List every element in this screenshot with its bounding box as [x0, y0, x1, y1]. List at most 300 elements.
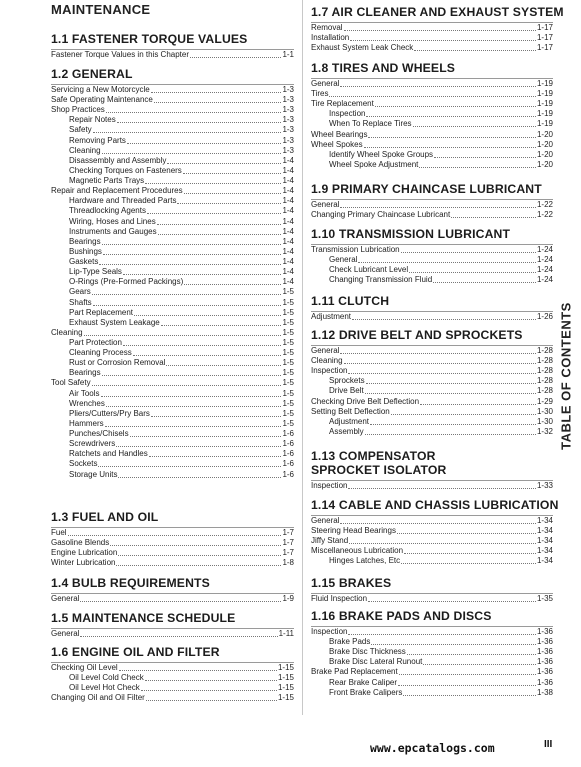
toc-entry-title: Fluid Inspection [311, 594, 368, 603]
toc-entry-page: 1-4 [282, 277, 294, 287]
toc-entry[interactable] [51, 594, 294, 604]
toc-entry-page: 1-4 [282, 267, 294, 277]
dot-leader [80, 636, 277, 637]
toc-entry[interactable] [311, 43, 553, 53]
toc-entry-page: 1-20 [536, 129, 553, 139]
toc-entry-title: Lip-Type Seals [69, 267, 122, 277]
dot-leader [348, 634, 536, 635]
toc-entry-page: 1-7 [282, 548, 294, 558]
dot-leader [348, 373, 536, 374]
dot-leader [366, 383, 536, 384]
toc-entry-page: 1-5 [282, 297, 294, 307]
toc-entry[interactable] [311, 594, 553, 604]
dot-leader [409, 272, 536, 273]
side-tab [558, 296, 574, 456]
toc-entry-page: 1-7 [282, 528, 294, 537]
toc-entry[interactable] [51, 629, 294, 639]
dot-leader [364, 147, 536, 148]
toc-entry-page: 1-3 [282, 115, 294, 125]
toc-entry[interactable] [51, 308, 294, 318]
section-heading: 1.10 TRANSMISSION LUBRICANT [311, 227, 511, 241]
toc-entry-title: Setting Belt Deflection [311, 406, 390, 416]
toc-entry-title: Changing Transmission Fluid [329, 275, 433, 285]
toc-entry-page: 1-33 [536, 481, 553, 490]
footer-url[interactable]: www.epcatalogs.com [370, 741, 495, 755]
dot-leader [397, 533, 536, 534]
toc-entry-page: 1-6 [282, 469, 294, 479]
toc-entry[interactable] [51, 298, 294, 308]
toc-entry-title: Winter Lubrication [51, 558, 116, 568]
toc-entry-page: 1-5 [282, 287, 294, 297]
toc-entry-page: 1-3 [282, 145, 294, 155]
toc-entry[interactable] [51, 358, 294, 368]
toc-entry-title: Servicing a New Motorcycle [51, 85, 150, 94]
dot-leader [401, 563, 536, 564]
toc-entry-title: Sprockets [329, 376, 365, 386]
toc-entry[interactable] [51, 419, 294, 429]
toc-entry[interactable] [51, 105, 294, 115]
toc-entry-title: Fuel [51, 528, 67, 537]
toc-entry[interactable] [311, 140, 553, 150]
toc-entry-title: Front Brake Calipers [329, 687, 403, 697]
toc-entry[interactable] [51, 156, 294, 166]
toc-entry-title: Oil Level Cold Check [69, 673, 144, 683]
toc-entry-page: 1-4 [282, 206, 294, 216]
toc-entry[interactable] [311, 678, 553, 688]
toc-entry[interactable] [51, 136, 294, 146]
dot-leader [130, 436, 282, 437]
toc-entry[interactable] [51, 389, 294, 399]
toc-entry-page: 1-5 [282, 368, 294, 378]
toc-entry-title: Brake Disc Thickness [329, 647, 406, 657]
toc-entry[interactable] [51, 449, 294, 459]
toc-entry-page: 1-6 [282, 459, 294, 469]
toc-entry[interactable] [311, 245, 553, 255]
toc-entry-title: General [311, 200, 340, 209]
toc-entry-title: General [329, 255, 358, 265]
toc-entry-page: 1-36 [536, 627, 553, 636]
dot-leader [413, 126, 536, 127]
toc-entry-page: 1-36 [536, 677, 553, 687]
toc-entry-page: 1-17 [536, 23, 553, 32]
dot-leader [92, 385, 282, 386]
toc-entry[interactable] [51, 85, 294, 95]
toc-entry[interactable] [51, 217, 294, 227]
toc-entry-title: Shop Practices [51, 105, 105, 115]
toc-entry-page: 1-30 [536, 406, 553, 416]
toc-entry[interactable] [51, 338, 294, 348]
toc-entry[interactable] [311, 376, 553, 386]
toc-entry[interactable] [311, 200, 553, 210]
toc-entry-page: 1-17 [536, 33, 553, 43]
toc-entry[interactable] [311, 627, 553, 637]
toc-entry-title: Ratchets and Handles [69, 449, 148, 459]
toc-entry-page: 1-6 [282, 439, 294, 449]
toc-entry[interactable] [311, 397, 553, 407]
section-heading: 1.3 FUEL AND OIL [51, 510, 159, 524]
toc-entry-title: Cleaning [69, 145, 101, 155]
dot-leader [358, 262, 536, 263]
toc-entry[interactable] [51, 399, 294, 409]
toc-entry-title: Repair and Replacement Procedures [51, 186, 183, 196]
toc-entry-page: 1-34 [536, 536, 553, 546]
toc-entry[interactable] [51, 166, 294, 176]
dot-leader [371, 644, 536, 645]
toc-entry-title: Jiffy Stand [311, 536, 349, 546]
toc-entry-page: 1-5 [282, 378, 294, 388]
dot-leader [184, 284, 281, 285]
toc-entry[interactable] [51, 247, 294, 257]
toc-entry-title: Bearings [69, 236, 101, 246]
toc-entry[interactable] [311, 481, 553, 491]
toc-entry-page: 1-34 [536, 516, 553, 525]
toc-entry-title: Gaskets [69, 257, 99, 267]
toc-entry[interactable] [311, 526, 553, 536]
toc-entry-title: Threadlocking Agents [69, 206, 146, 216]
toc-entry-page: 1-15 [277, 673, 294, 683]
toc-entry-title: Hammers [69, 418, 104, 428]
toc-entry[interactable] [51, 558, 294, 568]
toc-entry-title: Safe Operating Maintenance [51, 95, 153, 105]
toc-entry-page: 1-4 [282, 236, 294, 246]
toc-entry[interactable] [311, 79, 553, 89]
toc-entry[interactable] [51, 237, 294, 247]
toc-entry-page: 1-36 [536, 657, 553, 667]
dot-leader [340, 523, 536, 524]
toc-entry-page: 1-24 [536, 255, 553, 265]
toc-entry[interactable] [51, 186, 294, 196]
toc-entry-title: Adjustment [329, 416, 370, 426]
toc-entry-title: Brake Disc Lateral Runout [329, 657, 423, 667]
toc-entry-page: 1-30 [536, 416, 553, 426]
section-heading: 1.5 MAINTENANCE SCHEDULE [51, 611, 236, 625]
toc-entry[interactable] [311, 265, 553, 275]
toc-entry[interactable] [51, 267, 294, 277]
toc-entry[interactable] [311, 89, 553, 99]
toc-entry-page: 1-22 [536, 210, 553, 220]
toc-entry-page: 1-17 [536, 43, 553, 53]
dot-leader [151, 416, 282, 417]
toc-entry-title: Inspection [311, 481, 348, 490]
toc-entry[interactable] [51, 368, 294, 378]
toc-entry-title: Gears [69, 287, 91, 297]
toc-entry[interactable] [51, 115, 294, 125]
toc-entry-page: 1-5 [282, 307, 294, 317]
toc-entry-title: General [51, 629, 80, 638]
toc-entry-title: Cleaning Process [69, 348, 132, 358]
toc-entry[interactable] [51, 459, 294, 469]
toc-entry-title: Assembly [329, 426, 364, 436]
dot-leader [375, 106, 536, 107]
toc-entry-page: 1-24 [536, 275, 553, 285]
toc-entry[interactable] [311, 346, 553, 356]
toc-entry[interactable] [311, 312, 553, 322]
toc-entry-page: 1-36 [536, 647, 553, 657]
toc-entry-title: Oil Level Hot Check [69, 683, 140, 693]
dot-leader [105, 426, 282, 427]
toc-entry-page: 1-3 [282, 125, 294, 135]
dot-leader [419, 167, 536, 168]
toc-entry-page: 1-22 [536, 200, 553, 209]
toc-entry-title: Part Protection [69, 338, 122, 347]
toc-entry-title: Bushings [69, 246, 102, 256]
toc-entry-title: Check Lubricant Level [329, 265, 409, 275]
toc-entry-title: Adjustment [311, 312, 352, 321]
dot-leader [149, 456, 282, 457]
toc-entry-title: Checking Torques on Fasteners [69, 165, 182, 175]
toc-entry[interactable] [51, 693, 294, 703]
toc-entry[interactable] [311, 407, 553, 417]
toc-entry[interactable] [51, 328, 294, 338]
toc-entry-title: O-Rings (Pre-Formed Packings) [69, 277, 184, 287]
dot-leader [368, 137, 536, 138]
toc-entry-page: 1-4 [282, 165, 294, 175]
page-title: MAINTENANCE [51, 2, 151, 17]
dot-leader [190, 57, 281, 58]
toc-entry-page: 1-34 [536, 526, 553, 536]
section-heading: 1.7 AIR CLEANER AND EXHAUST SYSTEM [311, 5, 564, 19]
toc-entry-title: Hardware and Threaded Parts [69, 196, 177, 206]
dot-leader [177, 203, 281, 204]
toc-entry-page: 1-28 [536, 366, 553, 376]
section-heading: 1.13 COMPENSATOR SPROCKET ISOLATOR [311, 449, 447, 477]
toc-entry[interactable] [51, 548, 294, 558]
toc-entry-title: Steering Head Bearings [311, 526, 396, 536]
toc-entry-page: 1-4 [282, 216, 294, 226]
toc-entry-page: 1-5 [282, 388, 294, 398]
toc-entry-title: Checking Oil Level [51, 663, 118, 672]
toc-entry-page: 1-5 [282, 358, 294, 368]
toc-entry-title: Storage Units [69, 469, 118, 479]
toc-entry[interactable] [51, 470, 294, 480]
toc-entry-title: Rear Brake Caliper [329, 677, 398, 687]
dot-leader [184, 193, 282, 194]
toc-entry-title: Miscellaneous Lubrication [311, 546, 404, 556]
dot-leader [118, 477, 281, 478]
toc-entry[interactable] [51, 125, 294, 135]
toc-entry[interactable] [51, 206, 294, 216]
toc-entry-page: 1-5 [282, 398, 294, 408]
toc-entry[interactable] [311, 657, 553, 667]
toc-entry-page: 1-28 [536, 386, 553, 396]
dot-leader [349, 543, 536, 544]
dot-leader [116, 446, 281, 447]
toc-entry-page: 1-38 [536, 687, 553, 697]
toc-entry-page: 1-5 [282, 408, 294, 418]
toc-entry-title: Rust or Corrosion Removal [69, 358, 166, 368]
toc-entry-page: 1-5 [282, 418, 294, 428]
dot-leader [340, 86, 536, 87]
toc-entry[interactable] [51, 538, 294, 548]
section-heading: 1.6 ENGINE OIL AND FILTER [51, 645, 220, 659]
toc-entry[interactable] [311, 109, 553, 119]
toc-entry-page: 1-15 [277, 693, 294, 703]
toc-entry-title: Tire Replacement [311, 99, 374, 109]
dot-leader [423, 664, 536, 665]
toc-entry[interactable] [51, 146, 294, 156]
toc-entry-title: Changing Primary Chaincase Lubricant [311, 210, 451, 220]
dot-leader [123, 345, 282, 346]
dot-leader [433, 282, 536, 283]
toc-entry[interactable] [51, 95, 294, 105]
dot-leader [116, 565, 281, 566]
toc-entry[interactable] [311, 275, 553, 285]
toc-entry[interactable] [311, 130, 553, 140]
dot-leader [154, 102, 282, 103]
dot-leader [167, 163, 281, 164]
toc-entry-page: 1-3 [282, 135, 294, 145]
toc-entry[interactable] [311, 417, 553, 427]
dot-leader [401, 252, 536, 253]
toc-entry[interactable] [311, 688, 553, 698]
toc-entry-page: 1-28 [536, 346, 553, 355]
toc-entry-title: Wrenches [69, 398, 105, 408]
section-heading: 1.2 GENERAL [51, 67, 133, 81]
toc-entry-title: Inspection [329, 109, 366, 119]
toc-entry-page: 1-15 [277, 683, 294, 693]
column-divider [302, 0, 303, 715]
toc-entry[interactable] [51, 277, 294, 287]
dot-leader [403, 695, 536, 696]
toc-entry[interactable] [311, 119, 553, 129]
dot-leader [350, 40, 536, 41]
dot-leader [183, 173, 282, 174]
toc-entry-title: Cleaning [311, 356, 343, 366]
toc-entry-title: Wheel Spoke Adjustment [329, 159, 419, 169]
toc-entry[interactable] [51, 683, 294, 693]
toc-entry-page: 1-1 [282, 50, 294, 59]
toc-entry[interactable] [311, 647, 553, 657]
dot-leader [127, 143, 282, 144]
toc-entry-page: 1-19 [536, 89, 553, 99]
toc-entry-page: 1-9 [282, 594, 294, 603]
toc-entry-page: 1-34 [536, 546, 553, 556]
toc-entry-title: Shafts [69, 297, 92, 307]
section-heading: 1.4 BULB REQUIREMENTS [51, 576, 210, 590]
toc-entry-page: 1-20 [536, 159, 553, 169]
toc-entry-title: Brake Pad Replacement [311, 667, 398, 677]
section-heading: 1.8 TIRES AND WHEELS [311, 61, 456, 75]
toc-entry-title: Removal [311, 23, 343, 32]
toc-entry-title: Bearings [69, 368, 101, 378]
dot-leader [123, 274, 282, 275]
toc-entry-page: 1-4 [282, 226, 294, 236]
dot-leader [414, 50, 536, 51]
toc-entry[interactable] [311, 366, 553, 376]
dot-leader [93, 132, 282, 133]
toc-entry-page: 1-15 [277, 663, 294, 672]
toc-entry[interactable] [311, 516, 553, 526]
dot-leader [161, 325, 282, 326]
toc-entry-title: Pliers/Cutters/Pry Bars [69, 408, 150, 418]
dot-leader [399, 674, 536, 675]
dot-leader [352, 319, 536, 320]
toc-entry[interactable] [51, 528, 294, 538]
toc-entry[interactable] [311, 637, 553, 647]
toc-entry[interactable] [51, 439, 294, 449]
dot-leader [102, 375, 282, 376]
toc-entry-title: General [311, 79, 340, 88]
toc-entry[interactable] [311, 356, 553, 366]
dot-leader [102, 153, 282, 154]
toc-entry[interactable] [311, 33, 553, 43]
dot-leader [344, 363, 536, 364]
toc-entry-page: 1-5 [282, 327, 294, 337]
toc-entry-title: Disassembly and Assembly [69, 155, 167, 165]
toc-entry[interactable] [311, 23, 553, 33]
toc-entry-page: 1-24 [536, 245, 553, 254]
dot-leader [329, 96, 536, 97]
dot-leader [365, 393, 536, 394]
section-heading: 1.14 CABLE AND CHASSIS LUBRICATION [311, 498, 559, 512]
toc-entry-page: 1-36 [536, 667, 553, 677]
dot-leader [146, 700, 277, 701]
toc-entry-title: Installation [311, 33, 350, 43]
toc-entry[interactable] [311, 160, 553, 170]
toc-entry[interactable] [51, 673, 294, 683]
toc-entry[interactable] [311, 556, 553, 566]
dot-leader [92, 294, 282, 295]
toc-entry[interactable] [51, 409, 294, 419]
toc-entry[interactable] [311, 255, 553, 265]
toc-entry-title: Instruments and Gauges [69, 226, 157, 236]
toc-entry[interactable] [311, 536, 553, 546]
toc-entry-page: 1-28 [536, 356, 553, 366]
toc-entry-page: 1-5 [282, 317, 294, 327]
toc-entry-page: 1-26 [536, 312, 553, 321]
toc-entry-title: Cleaning [51, 327, 83, 337]
dot-leader [147, 213, 282, 214]
toc-entry[interactable] [51, 50, 294, 60]
dot-leader [68, 535, 282, 536]
toc-entry[interactable] [311, 427, 553, 437]
toc-entry-title: Identify Wheel Spoke Groups [329, 149, 434, 159]
toc-entry[interactable] [51, 176, 294, 186]
toc-entry[interactable] [51, 257, 294, 267]
toc-entry[interactable] [311, 386, 553, 396]
toc-entry[interactable] [51, 429, 294, 439]
toc-entry-title: General [311, 346, 340, 355]
toc-entry[interactable] [51, 663, 294, 673]
dot-leader [145, 183, 281, 184]
toc-entry-title: Inspection [311, 366, 348, 376]
toc-entry-page: 1-4 [282, 176, 294, 186]
dot-leader [434, 157, 536, 158]
toc-entry[interactable] [311, 150, 553, 160]
toc-entry[interactable] [311, 99, 553, 109]
toc-entry[interactable] [51, 227, 294, 237]
toc-entry[interactable] [51, 378, 294, 388]
toc-entry-page: 1-6 [282, 449, 294, 459]
toc-entry-title: When To Replace Tires [329, 119, 412, 129]
toc-entry[interactable] [51, 348, 294, 358]
toc-entry-title: Sockets [69, 459, 98, 469]
toc-entry[interactable] [311, 546, 553, 556]
toc-entry-page: 1-19 [536, 109, 553, 119]
toc-entry[interactable] [51, 287, 294, 297]
toc-entry-page: 1-19 [536, 119, 553, 129]
dot-leader [133, 355, 282, 356]
toc-entry[interactable] [311, 210, 553, 220]
toc-entry-title: Exhaust System Leakage [69, 317, 160, 327]
toc-entry[interactable] [51, 196, 294, 206]
toc-entry-page: 1-3 [282, 105, 294, 115]
dot-leader [166, 365, 281, 366]
toc-entry[interactable] [51, 318, 294, 328]
toc-entry-title: Wiring, Hoses and Lines [69, 216, 156, 226]
toc-entry-title: Brake Pads [329, 637, 371, 647]
toc-entry[interactable] [311, 667, 553, 677]
